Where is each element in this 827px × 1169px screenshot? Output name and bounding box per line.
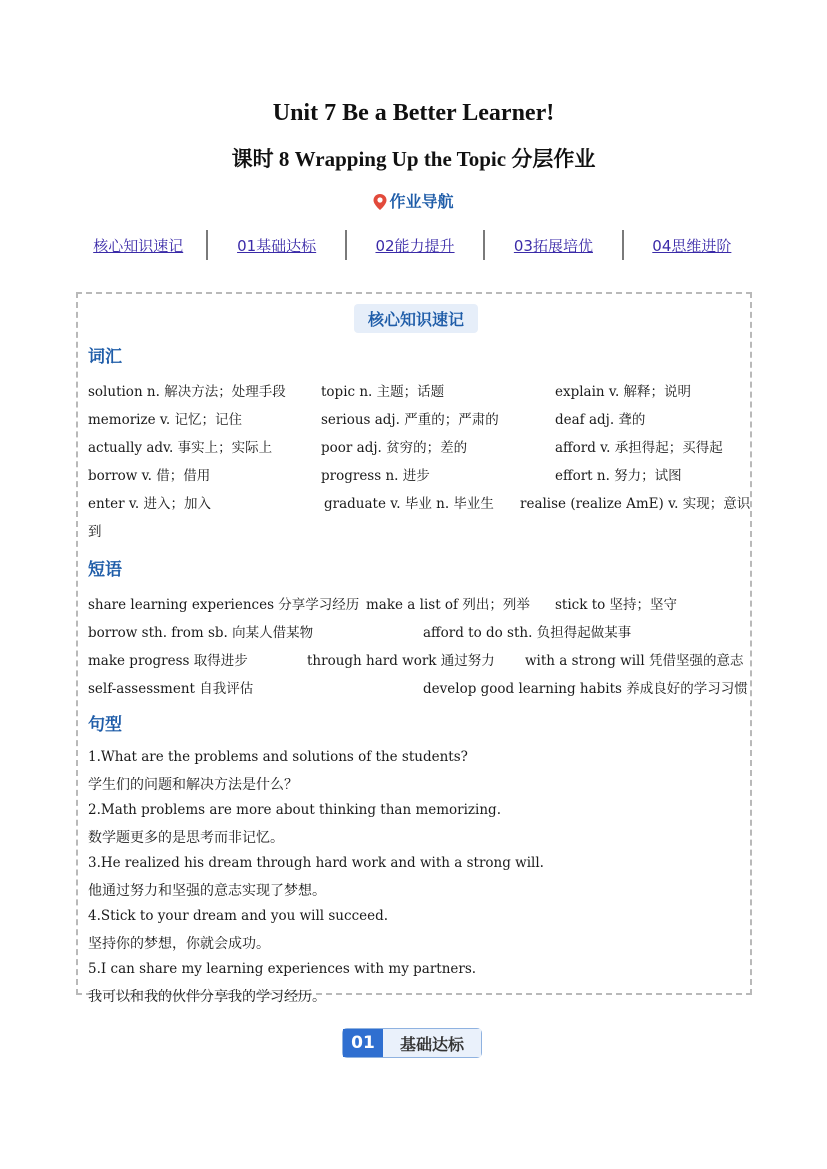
phrase-item: make progress 取得进步 xyxy=(88,653,248,669)
homework-nav xyxy=(70,230,760,260)
vocab-item: explain v. 解释；说明 xyxy=(555,384,692,400)
page-title: Unit 7 Be a Better Learner! xyxy=(272,100,555,126)
sentence-en: 2.Math problems are more about thinking than memorizing. xyxy=(88,802,501,818)
sentence-zh: 学生们的问题和解决方法是什么？ xyxy=(88,777,298,793)
vocab-item: deaf adj. 聋的 xyxy=(555,412,646,428)
box-heading-pill: 核心知识速记 xyxy=(354,304,478,333)
sentence-zh: 坚持你的梦想，你就会成功。 xyxy=(88,936,270,952)
sentence-zh: 数学题更多的是思考而非记忆。 xyxy=(88,830,284,846)
vocab-item: realise (realize AmE) v. 实现；意识 xyxy=(520,496,751,512)
vocab-item: effort n. 努力；试图 xyxy=(555,468,682,484)
vocab-item: memorize v. 记忆；记住 xyxy=(88,412,242,428)
vocab-item: topic n. 主题；话题 xyxy=(321,384,445,400)
sentence-zh: 我可以和我的伙伴分享我的学习经历。 xyxy=(88,989,326,1005)
vocab-item: progress n. 进步 xyxy=(321,468,430,484)
sentence-en: 5.I can share my learning experiences with my partners. xyxy=(88,961,477,977)
vocab-item: afford v. 承担得起；买得起 xyxy=(555,440,723,456)
nav-link-thinking[interactable]: 04思维进阶 xyxy=(652,236,732,255)
vocab-wrap-text: 到 xyxy=(88,524,102,540)
box-heading xyxy=(78,304,754,333)
sentence-en: 1.What are the problems and solutions of the students? xyxy=(88,749,468,765)
nav-heading xyxy=(0,189,827,212)
phrase-item: with a strong will 凭借坚强的意志 xyxy=(525,653,744,669)
nav-heading-label: 作业导航 xyxy=(389,192,454,211)
phrase-item: share learning experiences 分享学习经历 xyxy=(88,597,360,613)
sentence-heading: 句型 xyxy=(88,715,122,735)
nav-link-basic[interactable]: 01基础达标 xyxy=(237,236,317,255)
nav-link-core[interactable]: 核心知识速记 xyxy=(93,236,184,255)
vocab-item: enter v. 进入；加入 xyxy=(88,496,211,512)
sentence-en: 3.He realized his dream through hard work and with a strong will. xyxy=(88,855,544,871)
page-subtitle: 课时 8 Wrapping Up the Topic 分层作业 xyxy=(231,147,596,171)
phrase-item: self-assessment 自我评估 xyxy=(88,681,254,697)
vocab-item: serious adj. 严重的；严肃的 xyxy=(321,412,499,428)
core-knowledge-box xyxy=(76,292,752,1005)
phrase-heading: 短语 xyxy=(88,560,122,580)
nav-link-extend[interactable]: 03拓展培优 xyxy=(513,236,593,255)
nav-link-ability[interactable]: 02能力提升 xyxy=(375,236,455,255)
phrase-item: stick to 坚持；坚守 xyxy=(555,597,678,613)
location-pin-icon xyxy=(373,194,387,210)
vocab-item: graduate v. 毕业 n. 毕业生 xyxy=(324,496,494,512)
sentence-en: 4.Stick to your dream and you will succeed. xyxy=(88,908,389,924)
vocab-item: actually adv. 事实上；实际上 xyxy=(88,440,273,456)
phrase-item: afford to do sth. 负担得起做某事 xyxy=(423,625,632,641)
vocab-heading: 词汇 xyxy=(88,347,122,367)
phrase-item: develop good learning habits 养成良好的学习习惯 xyxy=(423,681,748,697)
section-badge-label: 基础达标 xyxy=(383,1029,481,1057)
vocab-item: borrow v. 借；借用 xyxy=(88,468,211,484)
section-badge xyxy=(342,1028,482,1058)
sentence-zh: 他通过努力和坚强的意志实现了梦想。 xyxy=(88,883,326,899)
section-badge-number: 01 xyxy=(343,1029,383,1057)
phrase-item: make a list of 列出；列举 xyxy=(366,597,530,613)
phrase-item: through hard work 通过努力 xyxy=(307,653,495,669)
vocab-item: poor adj. 贫穷的；差的 xyxy=(321,440,468,456)
vocab-item: solution n. 解决方法；处理手段 xyxy=(88,384,286,400)
phrase-item: borrow sth. from sb. 向某人借某物 xyxy=(88,625,314,641)
